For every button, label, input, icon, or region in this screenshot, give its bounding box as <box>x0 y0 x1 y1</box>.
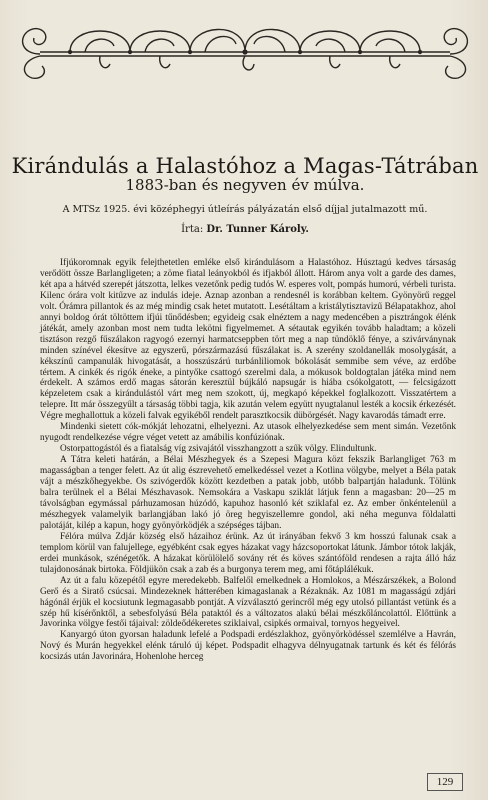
paragraph: Ostorpattogástól és a fiatalság víg zsivajától visszhangzott a szűk völgy. Elindultunk. <box>60 444 377 455</box>
article-subtitle: 1883-ban és negyven év múlva. <box>125 176 365 194</box>
author-name: Dr. Tunner Károly. <box>206 224 309 235</box>
paragraph: Ifjúkoromnak egyik felejthetetlen emléke első kirándulásom a Halastóhoz. Húsztagú kedves társaság verődött össze Barlangligeten; a zöme fiatal leányokból és ifjakból állott. Három anya volt a garde des dames, két apa a hátvéd szerepét játszotta, lelkes vezetőnk pedig tudós W. esperes volt, pompás humorú, vérbeli turista. Kilenc órára volt kitűzve az indulás ideje. Aznap azonban a rendesnél is korábban keltem. Gyönyörű reggel volt. Órámra pillantok és az még mindig csak hetet mutatott. Lesétáltam a kristálytisztavizű Bélapatakhoz, ahol annyi boldog órát töltöttem ifjúi tűnődésben; egyideig csak elnéztem a nagy medencében a pisztrángok élénk játékát, amely azonban most nem tudta lekötni figyelmemet. A sétautak egyikén tovább haladtam; a közeli tisztáson rezgő fűszálakon ragyogó ezernyi harmatcseppben tört meg a nap tündöklő fénye, a szivárványnak minden színével ékesítve az egyszerű, pórszármazású fűszálakat is. A szerény szoldanellák mosolygását, a kékszínű campanulák hivogatását, a hosszúszárú turbánliliomok bókolását semmibe sem véve, az erdőbe tértem. A cinkék és rigók éneke, a pintyőke csattogó szerelmi dala, a mókusok boldogtalan játéka mind nem érdekelt. A számos erdő magas sátorán keresztül bújkáló napsugár is hiába csókolgatott, — felcsigázott képzeletem csak a kirándulástól várt meg nem szokott, új, megkapó képekkel foglalkozott. Visszatértem a telepre. Itt már összegyűlt a társaság többi tagja, kik azután velem együtt nyugtalanul lesték a kocsik érkezését. Végre meghallottuk a közeli falvak egyikéből rendelt parasztkocsik dübörgését. Nagy kavarodás támadt erre. <box>40 258 456 422</box>
paragraph: Mindenki sietett cók-mókját lehozatni, elhelyezni. Az utasok elhelyezkedése sem ment simán. Vezetőnk nyugodt rendelkezése végre véget vetett az amábilis konfúziónak. <box>40 422 456 444</box>
paragraph: A Tátra keleti határán, a Bélai Mészhegyek és a Szepesi Magura közt fekszik Barlangliget 763 m magasságban a tenger felett. Az út alig észrevehető emelkedéssel vezet a Kotlina völgybe, melyet a Béla patak vájt a mészkőhegyekbe. Os szivógerdők között kezdetben a patak jobb, utóbb balpartján haladunk. Tölünk balra terülnek el a Bélai Mészhavasok. Nemsokára a Vaskapu sziklát látjuk fenn a magasban: 20—25 m távolságban egymással párhuzamosan húzódó, kapuhoz hasonló két sziklafal ez. Az ember önkéntelenül a mészhegyek valamelyik barlangjában lakó jó öreg hegyiszellemre gondol, aki néha megunva földalatti palotáját, kilép a kapun, hogy gyönyörködjék a szépséges tájban. <box>40 455 456 531</box>
article-body <box>40 258 456 663</box>
paragraph: Félóra múlva Zdjár község első házaihoz érünk. Az út irányában fekvő 3 km hosszú falunak csak a templom körül van falujellege, egyébként csak egyes házakat vagy házcsoportokat látunk. Jámbor tótok lakják, erdei munkások, szénégetők. A házakat körülölelő sovány rét és köves szántóföld rendesen a rajta álló ház tulajdonosának birtoka. Földjükön csak a zab és a burgonya terem meg, ami főtáplálékuk. <box>40 531 456 575</box>
award-note: A MTSz 1925. évi középhegyi útleírás pályázatán első díjjal jutalmazott mű. <box>62 204 428 215</box>
author-prefix: Írta: <box>181 224 204 235</box>
author-line <box>10 224 480 235</box>
art-nouveau-header-ornament <box>10 16 480 82</box>
paragraph: Kanyargó úton gyorsan haladunk lefelé a Podspadi erdészlakhoz, gyönyörködéssel szemlélve a Havrán, Nový és Murán hegyekkel elénk táruló új képet. Podspadit elhagyva délnyugatnak tartunk és két és félórás kocsizás után Javorinára, Hohenlohe herceg <box>40 630 456 663</box>
article-title: Kirándulás a Halastóhoz a Magas-Tátrában <box>11 154 479 179</box>
paragraph: Az út a falu közepétől egyre meredekebb. Balfelől emelkednek a Homlokos, a Mészárszékek, a Bolond Gerő és a Siratő csúcsai. Mindezeknek hátterében kimagaslanak a Rézaknák. Az 1081 m magasságú zdjári hágónál érjük el kocsiutunk legmagasabb pontját. A vízválasztó gerincről még egy utolsó pillantást vetünk és a szép hű kísérőnktől, a sebesfolyású Béla pataktól és a változatos alakú bélai mészkőláncolattól. Előttünk a Javorinka völgye festői tájaival: zöldeődékeretes sziklaival, csipkés ormaival, tornyos hegyeivel. <box>40 575 456 630</box>
page-number: 129 <box>427 773 463 791</box>
